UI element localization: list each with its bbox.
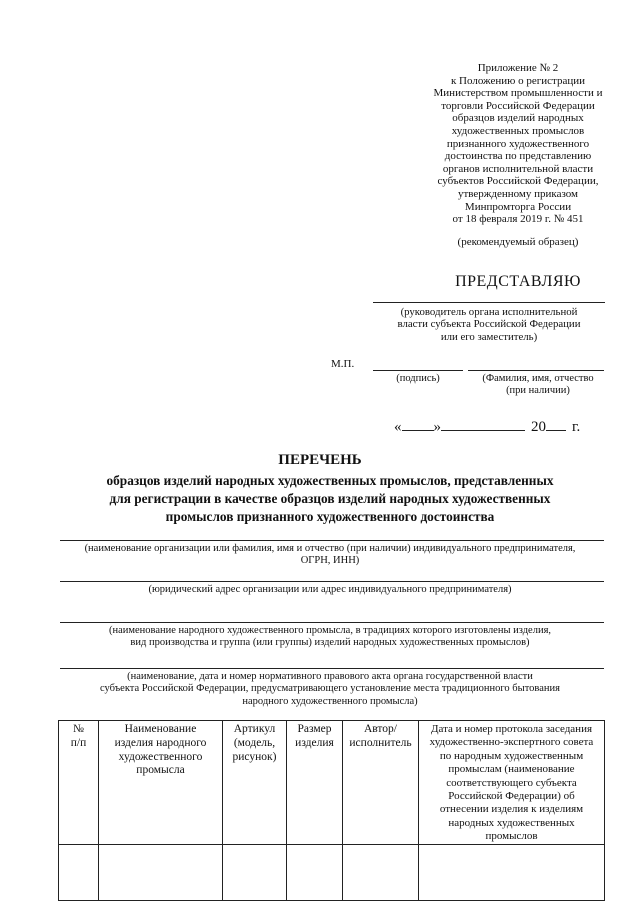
header-text: по народным художественным [439,749,584,762]
header-text: исполнитель [349,736,412,749]
legal-act-caption-line: (наименование, дата и номер нормативного правового акта органа государственной власти [127,671,533,682]
table-cell [99,844,223,900]
appendix-line: достоинства по представлению [444,150,592,163]
header-text: Российской Федерации) об [448,790,575,803]
header-text: Размер [297,723,332,735]
header-text: промыслов [485,830,538,843]
head-caption-line: или его заместитель) [440,330,538,343]
head-caption-line: (руководитель органа исполнительной [400,306,578,318]
full-name-caption-line: (при наличии) [506,385,570,397]
head-signature-line [373,302,605,303]
craft-caption-line: вид производства и группа (или группы) изделий народных художественных промыслов) [130,637,530,649]
address-caption [50,584,610,596]
seal-label: М.П. [331,358,355,370]
table-header-row [59,721,605,845]
document-subtitle [60,472,600,525]
header-text: (модель, [233,736,276,749]
header-item-name [99,721,223,845]
organization-caption-line: (наименование организации или фамилия, имя и отчество (при наличии) индивидуального предпринимателя, [84,543,576,554]
header-text: рисунок) [232,750,277,763]
appendix-line: художественных промыслов [451,124,585,137]
date-open-quote: « [394,419,402,435]
craft-caption [50,625,610,650]
signature-line [373,370,463,371]
organization-caption [50,543,610,568]
header-article [223,721,287,845]
signature-caption: (подпись) [396,373,440,384]
header-size [287,721,343,845]
header-text: изделия народного [114,736,207,749]
header-text: художественно-экспертного совета [429,736,594,749]
header-text: Артикул [233,723,276,735]
address-line [60,581,604,582]
header-text: Наименование [124,723,197,735]
subtitle-line: промыслов признанного художественного достоинства [165,508,495,524]
header-author [343,721,419,845]
table-row [59,844,605,900]
day-blank [402,416,434,431]
appendix-line: образцов изделий народных [452,112,584,125]
appendix-line: Министерством промышленности и [433,87,603,100]
table-cell [59,844,99,900]
subtitle-line: для регистрации в качестве образцов изделий народных художественных [109,490,551,506]
header-text: промыслам (наименование [448,763,575,776]
craft-line [60,622,604,623]
header-text: промысла [136,764,185,777]
appendix-line: органов исполнительной власти [442,162,594,175]
appendix-block [400,62,636,226]
legal-act-caption [50,671,610,708]
address-caption-line: (юридический адрес организации или адрес индивидуального предпринимателя) [148,584,512,595]
head-caption-line: власти субъекта Российской Федерации [397,318,581,331]
full-name-caption [468,373,608,398]
appendix-line: торговли Российской Федерации [441,99,595,112]
appendix-line: Приложение № 2 [477,62,559,74]
header-number [59,721,99,845]
table-cell [343,844,419,900]
legal-act-caption-line: субъекта Российской Федерации, предусматривающего установление места традиционного бытования [100,683,560,695]
header-text: Автор/ [363,723,398,735]
legal-act-caption-line: народного художественного промысла) [242,695,418,707]
header-text: № [73,723,84,735]
table-cell [223,844,287,900]
appendix-line: признанного художественного [446,137,590,150]
header-text: п/п [70,736,87,749]
full-name-caption-line: (Фамилия, имя, отчество [482,373,594,384]
appendix-line: утвержденному приказом [457,187,579,200]
approval-heading: ПРЕДСТАВЛЯЮ [455,273,581,290]
header-text: художественного [118,750,203,763]
full-name-line [468,370,604,371]
organization-caption-line: ОГРН, ИНН) [300,555,360,567]
header-text: отнесении изделия к изделиям [439,803,584,816]
header-text: изделия [295,736,334,749]
table-cell [287,844,343,900]
header-text: Дата и номер протокола заседания [430,723,593,735]
appendix-line: к Положению о регистрации [450,74,586,87]
appendix-line: субъектов Российской Федерации, [437,175,599,188]
document-title: ПЕРЕЧЕНЬ [278,452,362,468]
table-cell [419,844,605,900]
date-row [394,416,580,436]
sample-note: (рекомендуемый образец) [457,236,579,248]
year-blank [546,416,566,431]
date-close-quote: » [433,419,441,435]
header-text: народных художественных [448,816,575,829]
samples-table [58,720,605,901]
head-caption [373,306,605,343]
year-century: 20 [531,419,546,435]
legal-act-line [60,668,604,669]
header-text: соответствующего субъекта [446,776,577,789]
appendix-line: от 18 февраля 2019 г. № 451 [452,213,584,226]
organization-line [60,540,604,541]
month-blank [441,416,525,431]
year-suffix: г. [572,419,581,435]
craft-caption-line: (наименование народного художественного промысла, в традициях которого изготовлены изделия, [108,625,552,636]
appendix-line: Минпромторга России [464,200,572,213]
header-protocol [419,721,605,845]
subtitle-line: образцов изделий народных художественных промыслов, представленных [106,473,554,488]
